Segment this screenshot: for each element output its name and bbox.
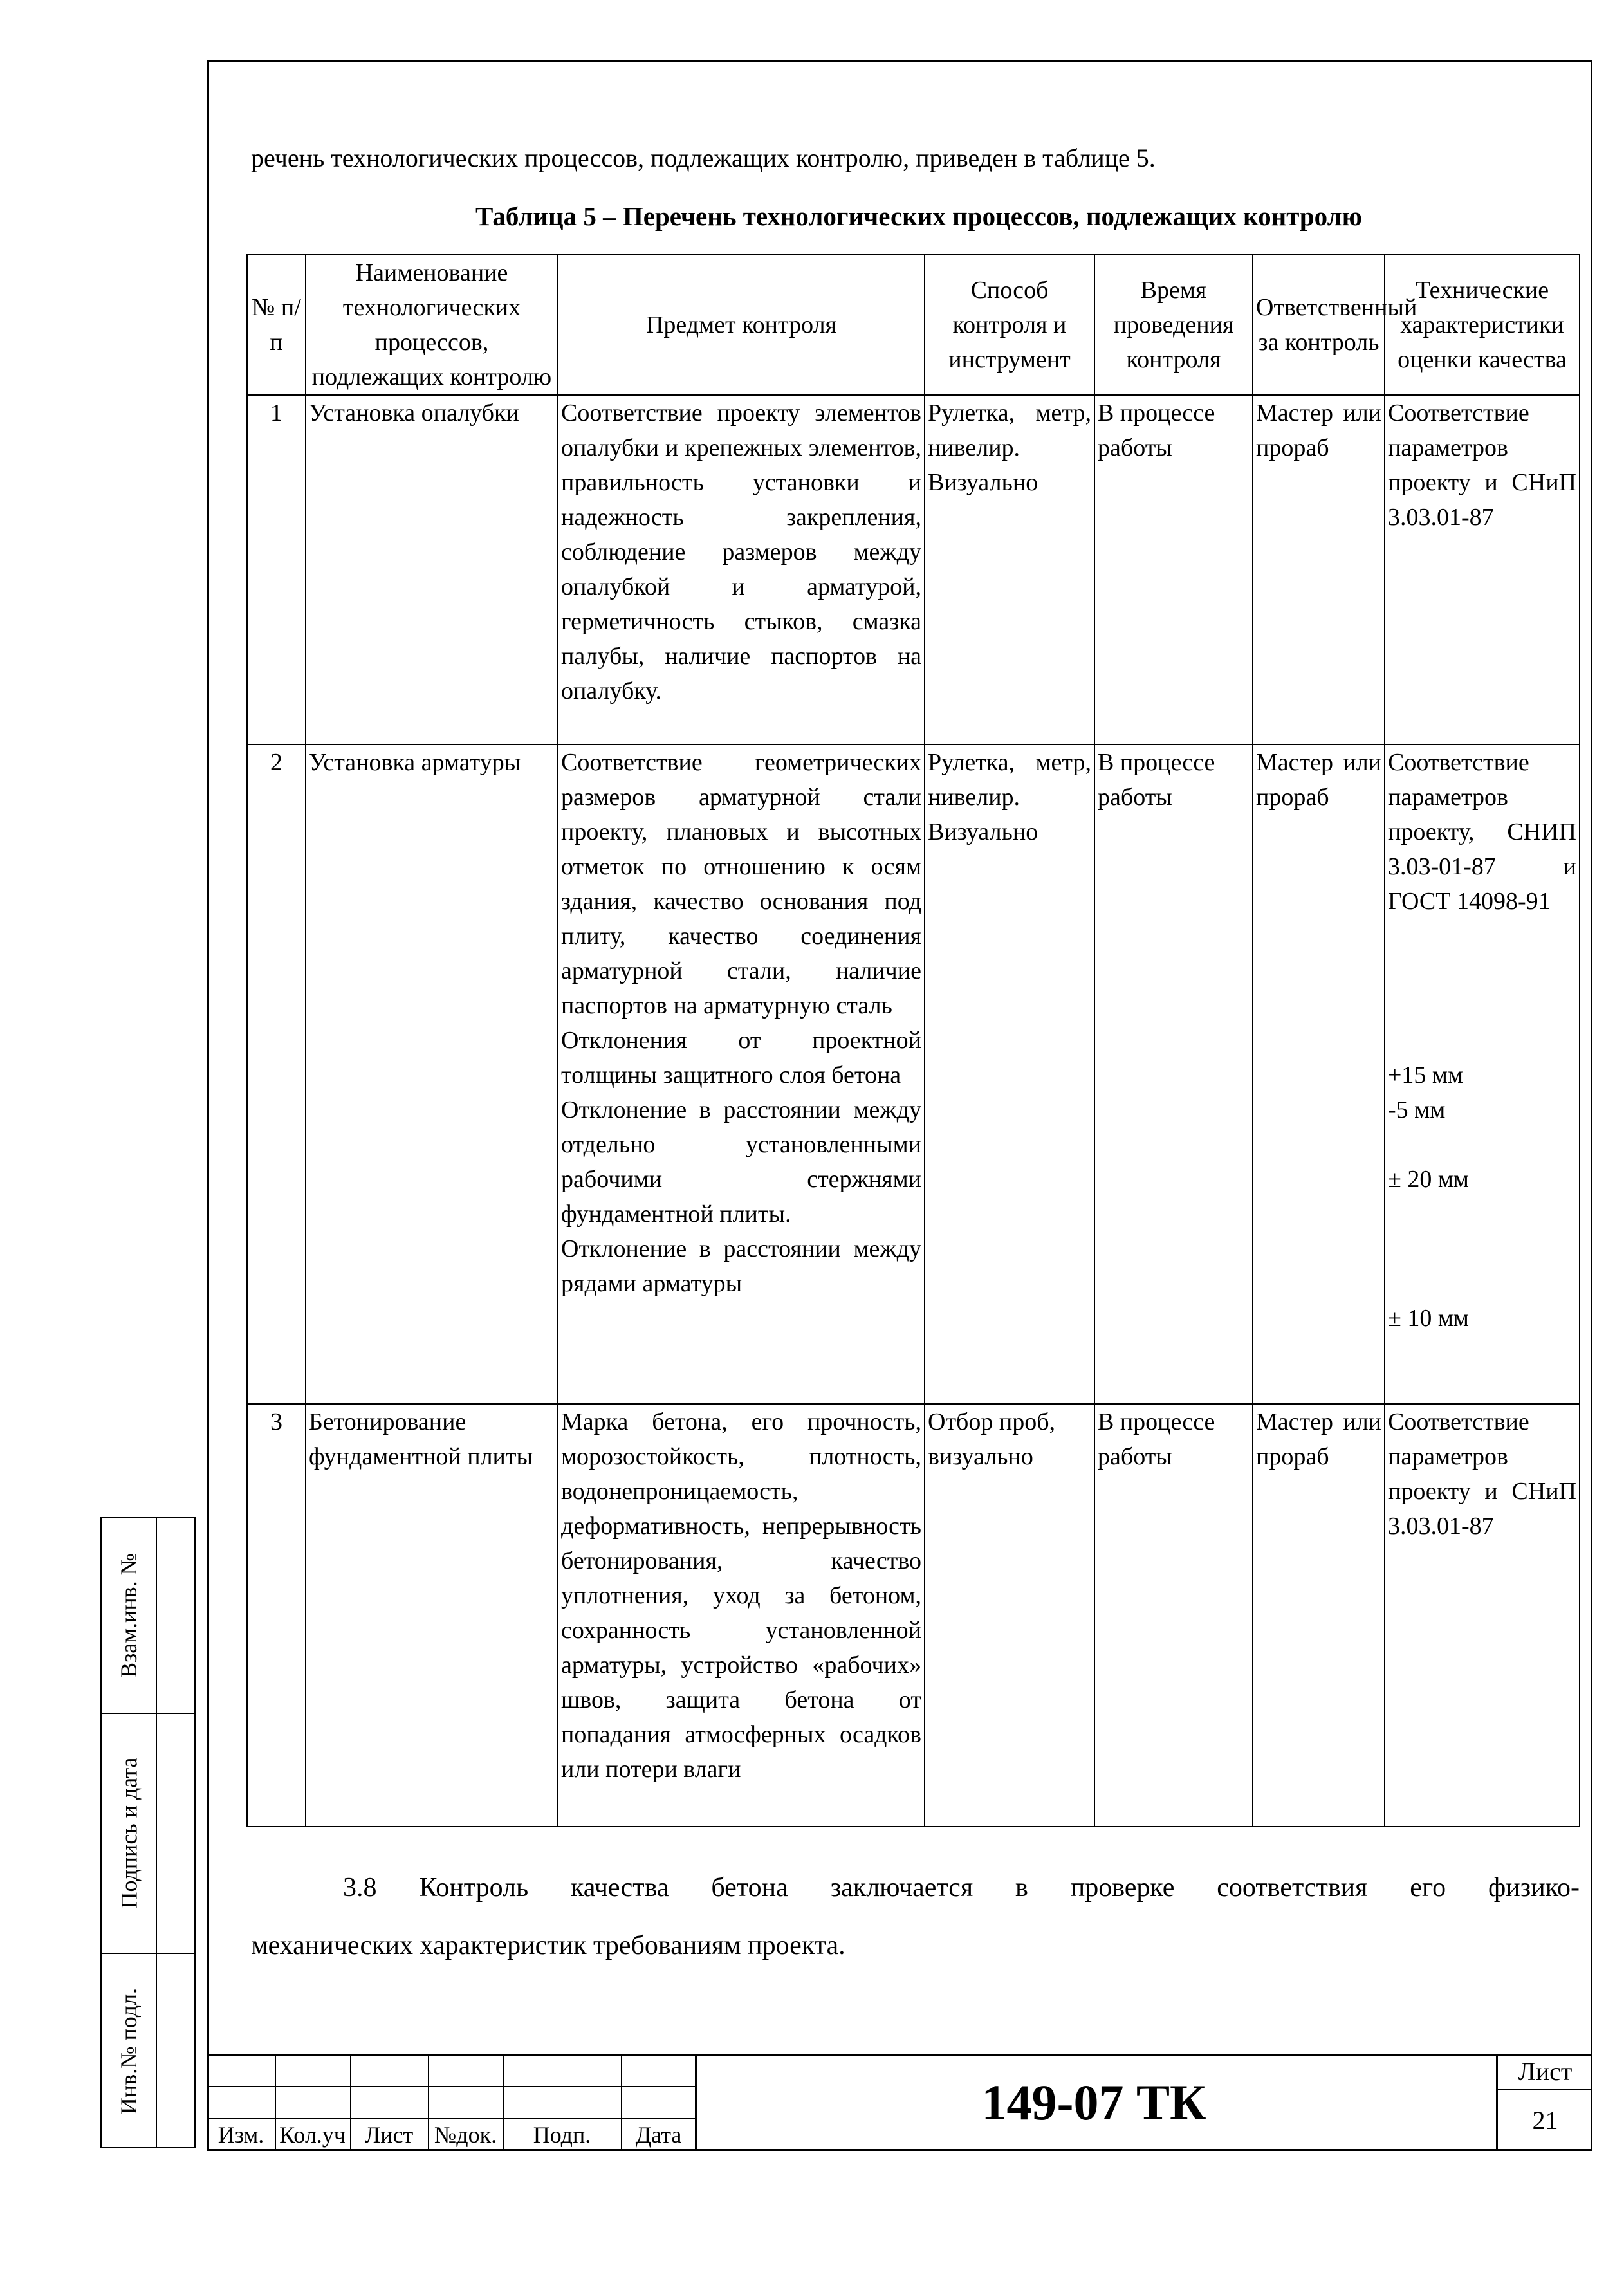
row-criteria-tolerance-1b: -5 мм <box>1388 1096 1446 1123</box>
spacer <box>1388 919 1576 1058</box>
table-header-row <box>247 255 1580 395</box>
stamp-kol-uch: Кол.уч <box>279 2122 346 2148</box>
row-number: 2 <box>247 744 306 1404</box>
row-criteria-tolerance-3: ± 10 мм <box>1388 1305 1469 1332</box>
side-label-vzam: Взам.инв. № <box>116 1553 142 1678</box>
table-row <box>247 1404 1580 1827</box>
paragraph-3-8-line1: 3.8 Контроль качества бетона заключается в проверке соответствия его физико- <box>343 1873 1580 1903</box>
row-criteria: Соответствие параметров проекту, СНИП 3.03-01-87 и ГОСТ 14098-91 <box>1388 749 1576 915</box>
intro-text: речень технологических процессов, подлежащих контролю, приведен в таблице 5. <box>251 143 1156 172</box>
row-criteria-tolerance-1a: +15 мм <box>1388 1062 1464 1089</box>
stamp-podp: Подп. <box>533 2122 591 2148</box>
header-time: Время проведения контроля <box>1094 255 1253 395</box>
header-num: № п/п <box>247 255 306 395</box>
row-process: Установка арматуры <box>306 744 558 1404</box>
row-responsible: Мастер или прораб <box>1253 1404 1385 1827</box>
sheet-number: 21 <box>1532 2106 1558 2135</box>
row-method: Рулетка, метр, нивелир. Визуально <box>925 395 1094 744</box>
row-criteria-cell <box>1385 744 1580 1404</box>
row-subject: Соответствие геометрических размеров арматурной стали проекту, плановых и высотных отметок по отношению к осям здания, качество основания под плиту, качество соединения арматурной стали, наличие паспортов на арматурную сталь <box>561 749 921 1019</box>
side-label-podpis: Подпись и дата <box>116 1757 142 1908</box>
row-time: В процессе работы <box>1094 744 1253 1404</box>
row-time: В процессе работы <box>1094 395 1253 744</box>
row-number: 1 <box>247 395 306 744</box>
row-subject-tolerance-1: Отклонения от проектной толщины защитного слоя бетона <box>561 1027 921 1089</box>
row-subject-tolerance-2: Отклонение в расстоянии между отдельно установленными рабочими стержнями фундаментной плиты. <box>561 1096 921 1228</box>
spacer <box>1388 1197 1576 1301</box>
row-process: Установка опалубки <box>306 395 558 744</box>
stamp-list: Лист <box>364 2122 414 2148</box>
side-label-inv: Инв.№ подл. <box>116 1987 142 2115</box>
row-method: Рулетка, метр, нивелир. Визуально <box>925 744 1094 1404</box>
row-number: 3 <box>247 1404 306 1827</box>
table-caption: Таблица 5 – Перечень технологических процессов, подлежащих контролю <box>475 201 1362 231</box>
paragraph-3-8-line2: механических характеристик требованиям проекта. <box>251 1931 845 1960</box>
row-subject: Марка бетона, его прочность, морозостойкость, плотность, водонепроницаемость, деформативность, непрерывность бетонирования, качество уплотнения, уход за бетоном, сохранность установленной арматуры, устройство «рабочих» швов, защита бетона от попадания атмосферных осадков или потери влаги <box>558 1404 925 1827</box>
title-block-line <box>207 2086 696 2087</box>
row-subject: Соответствие проекту элементов опалубки и крепежных элементов, правильность установки и надежность закрепления, соблюдение размеров между опалубкой и арматурой, герметичность стыков, смазка палубы, наличие паспортов на опалубку. <box>558 395 925 744</box>
row-subject-tolerance-3: Отклонение в расстоянии между рядами арматуры <box>561 1235 921 1297</box>
sheet-label: Лист <box>1498 2054 1592 2090</box>
row-time: В процессе работы <box>1094 1404 1253 1827</box>
row-responsible: Мастер или прораб <box>1253 744 1385 1404</box>
row-criteria: Соответствие параметров проекту и СНиП 3.03.01-87 <box>1385 1404 1580 1827</box>
sheet-box <box>1496 2054 1592 2151</box>
title-block-line <box>207 2118 696 2119</box>
table-row <box>247 395 1580 744</box>
header-method: Способ контроля и инструмент <box>925 255 1094 395</box>
row-criteria-tolerance-2: ± 20 мм <box>1388 1166 1469 1193</box>
stamp-data: Дата <box>635 2122 682 2148</box>
table-row <box>247 744 1580 1404</box>
header-process: Наименование технологических процессов, подлежащих контролю <box>306 255 558 395</box>
side-stamp <box>100 1517 196 2148</box>
control-table <box>246 254 1580 1827</box>
row-criteria: Соответствие параметров проекту и СНиП 3.03.01-87 <box>1385 395 1580 744</box>
stamp-n-dok: №док. <box>434 2122 497 2148</box>
header-subject: Предмет контроля <box>558 255 925 395</box>
header-responsible: Ответственный за контроль <box>1253 255 1385 395</box>
row-method: Отбор проб, визуально <box>925 1404 1094 1827</box>
header-criteria: Технические характеристики оценки качества <box>1385 255 1580 395</box>
document-code: 149-07 ТК <box>981 2074 1206 2130</box>
row-responsible: Мастер или прораб <box>1253 395 1385 744</box>
row-subject-cell <box>558 744 925 1404</box>
row-process: Бетонирование фундаментной плиты <box>306 1404 558 1827</box>
spacer <box>1388 1127 1576 1162</box>
stamp-izm: Изм. <box>217 2122 264 2148</box>
